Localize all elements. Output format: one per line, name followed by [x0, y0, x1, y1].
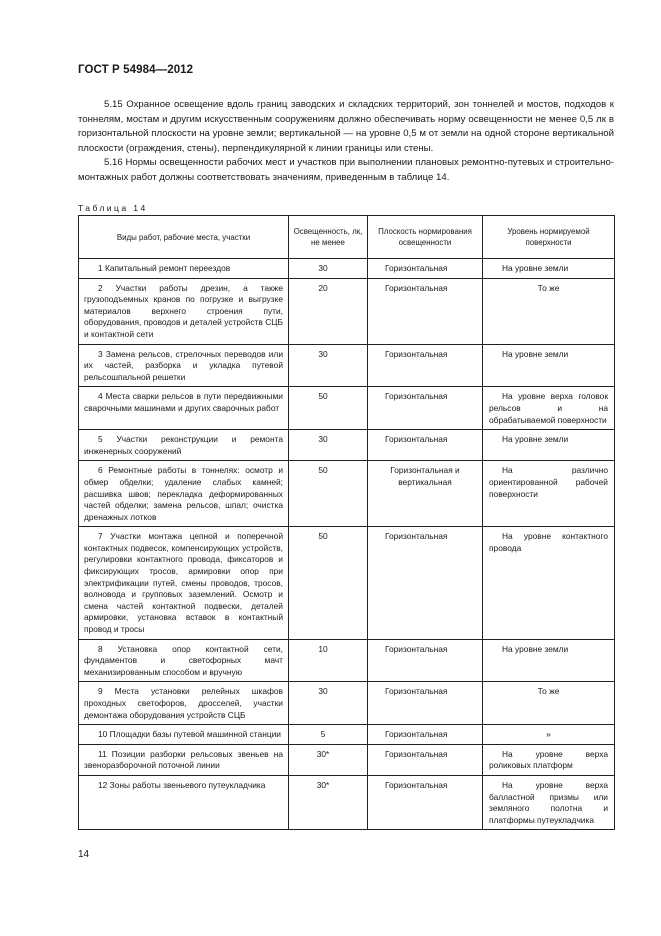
- table-row: [79, 461, 615, 527]
- cell-lux: 50: [289, 461, 368, 527]
- table-row: [79, 259, 615, 279]
- paragraph-5-15: 5.15 Охранное освещение вдоль границ заводских и складских территорий, зон тоннелей и мостов, подходов к тоннелям, мостам и другим искусственным сооружениям должно обеспечивать норму освещенности не менее 0,5 лк в горизонтальной плоскости на уровне земли; вертикальной — на уровне 0,5 м от земли на одной стороне вертикальной плоскости (ограждения, стены), перпендикулярной к линии границы или стены.: [78, 99, 614, 154]
- cell-work: 2 Участки работы дрезин, а также грузоподъемных кранов по погрузке и выгрузке материалов верхнего строения пути, оборудования, проводов и деталей устройств СЦБ и контактной сети: [79, 278, 289, 344]
- table-row: [79, 278, 615, 344]
- table-row: [79, 344, 615, 387]
- cell-plane: Горизонтальная: [368, 344, 483, 387]
- cell-work: 6 Ремонтные работы в тоннелях: осмотр и обмер обделки; удаление слабых камней; расшивка швов; перекладка деформированных частей обделки; замена рельсов, шпал; очистка дренажных лотков: [79, 461, 289, 527]
- cell-work: 1 Капитальный ремонт переездов: [79, 259, 289, 279]
- body-text: [78, 98, 614, 186]
- cell-level: На уровне земли: [483, 430, 615, 461]
- cell-level: На уровне верха роликовых платформ: [483, 744, 615, 775]
- cell-lux: 50: [289, 527, 368, 639]
- cell-level: На уровне контактного провода: [483, 527, 615, 639]
- cell-plane: Горизонтальная: [368, 527, 483, 639]
- illumination-norms-table: [78, 215, 615, 830]
- cell-level: На различно ориентированной рабочей поверхности: [483, 461, 615, 527]
- table-caption: Таблица 14: [78, 203, 148, 213]
- cell-plane: Горизонтальная: [368, 682, 483, 725]
- cell-lux: 30: [289, 344, 368, 387]
- cell-plane: Горизонтальная: [368, 259, 483, 279]
- cell-plane: Горизонтальная: [368, 430, 483, 461]
- cell-lux: 50: [289, 387, 368, 430]
- cell-plane: Горизонтальная: [368, 775, 483, 829]
- cell-level: На уровне верха головок рельсов и на обрабатываемой поверхности: [483, 387, 615, 430]
- cell-work: 7 Участки монтажа цепной и поперечной контактных подвесок, компенсирующих устройств, регулировки контактного провода, фиксаторов и фиксирующих тросов, армировки опор при электрификации путей, смены проводов, тросов, волновода и групповых заземлений. Осмотр и смена частей контактной подвески, деталей армировки, установка вставок в контактный провод и тросы: [79, 527, 289, 639]
- header-level: Уровень нормируемой поверхности: [483, 216, 615, 259]
- cell-plane: Горизонтальная и вертикальная: [368, 461, 483, 527]
- table-row: [79, 430, 615, 461]
- cell-level: На уровне земли: [483, 639, 615, 682]
- cell-lux: 10: [289, 639, 368, 682]
- cell-plane: Горизонтальная: [368, 278, 483, 344]
- cell-level: »: [483, 725, 615, 745]
- table-row: [79, 775, 615, 829]
- cell-work: 11 Позиции разборки рельсовых звеньев на звеноразборочной поточной линии: [79, 744, 289, 775]
- cell-work: 10 Площадки базы путевой машинной станции: [79, 725, 289, 745]
- table-row: [79, 682, 615, 725]
- table-row: [79, 744, 615, 775]
- table-row: [79, 387, 615, 430]
- cell-level: На уровне верха балластной призмы или земляного полотна и платформы путеукладчика: [483, 775, 615, 829]
- paragraph-5-16: 5.16 Нормы освещенности рабочих мест и участков при выполнении плановых ремонтно-путевых и строительно-монтажных работ должны соответствовать значениям, приведенным в таблице 14.: [78, 157, 614, 183]
- table-header-row: [79, 216, 615, 259]
- table-row: [79, 725, 615, 745]
- cell-work: 8 Установка опор контактной сети, фундаментов и светофорных мачт механизированным способом и вручную: [79, 639, 289, 682]
- document-header: ГОСТ Р 54984—2012: [78, 64, 194, 76]
- cell-lux: 30*: [289, 744, 368, 775]
- cell-lux: 30: [289, 682, 368, 725]
- cell-lux: 20: [289, 278, 368, 344]
- header-lux: Освещенность, лк, не менее: [289, 216, 368, 259]
- cell-lux: 5: [289, 725, 368, 745]
- cell-plane: Горизонтальная: [368, 725, 483, 745]
- cell-plane: Горизонтальная: [368, 639, 483, 682]
- cell-work: 9 Места установки релейных шкафов проходных светофоров, дросселей, участки демонтажа оборудования устройств СЦБ: [79, 682, 289, 725]
- cell-work: 12 Зоны работы звеньевого путеукладчика: [79, 775, 289, 829]
- cell-level: На уровне земли: [483, 259, 615, 279]
- table-row: [79, 527, 615, 639]
- cell-lux: 30: [289, 430, 368, 461]
- cell-plane: Горизонтальная: [368, 387, 483, 430]
- table-row: [79, 639, 615, 682]
- cell-level: То же: [483, 682, 615, 725]
- cell-plane: Горизонтальная: [368, 744, 483, 775]
- cell-lux: 30*: [289, 775, 368, 829]
- cell-work: 5 Участки реконструкции и ремонта инженерных сооружений: [79, 430, 289, 461]
- cell-work: 3 Замена рельсов, стрелочных переводов или их частей, разборка и укладка путевой рельсошпальной решетки: [79, 344, 289, 387]
- cell-level: На уровне земли: [483, 344, 615, 387]
- header-work: Виды работ, рабочие места, участки: [79, 216, 289, 259]
- cell-work: 4 Места сварки рельсов в пути передвижными сварочными машинами и других сварочных работ: [79, 387, 289, 430]
- cell-level: То же: [483, 278, 615, 344]
- header-plane: Плоскость нормирования освещенности: [368, 216, 483, 259]
- page-number: 14: [78, 849, 90, 860]
- cell-lux: 30: [289, 259, 368, 279]
